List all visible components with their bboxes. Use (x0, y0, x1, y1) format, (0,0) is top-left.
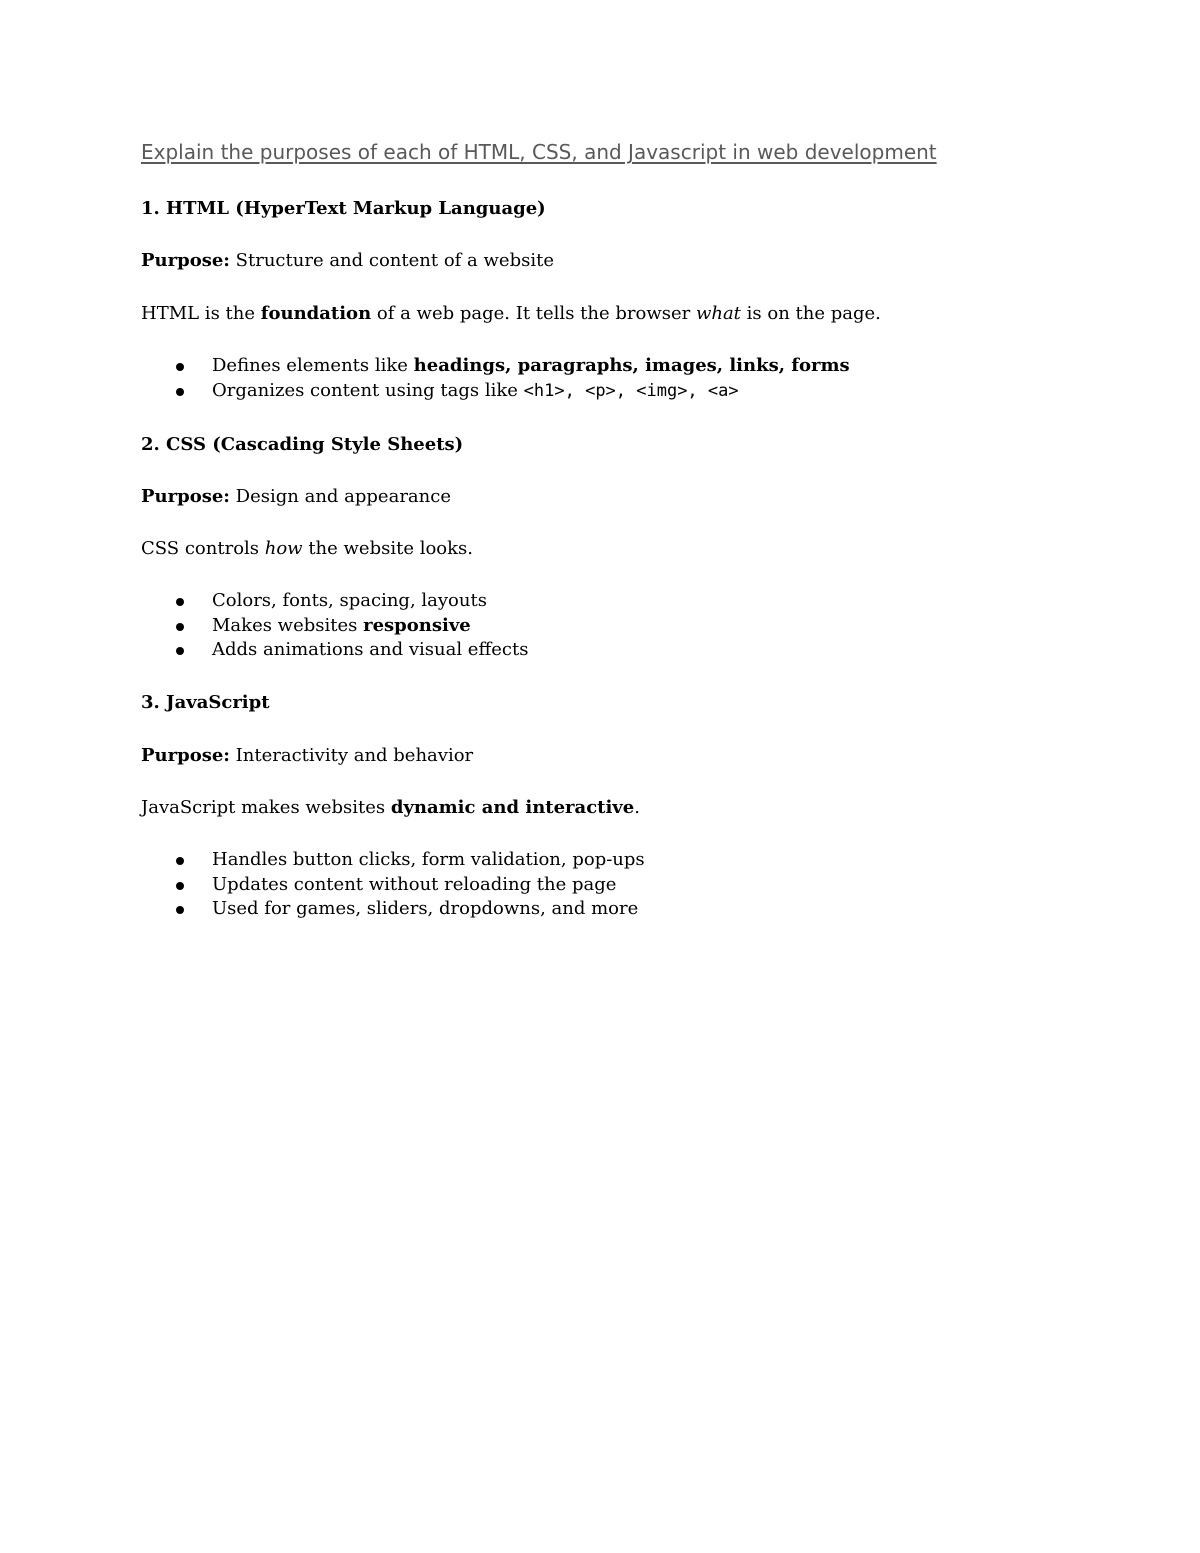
list-item-text: Organizes content using tags like (212, 379, 524, 401)
desc-bold: dynamic and interactive (390, 797, 635, 818)
purpose-text: Interactivity and behavior (235, 745, 474, 766)
purpose-label: Purpose: (141, 250, 230, 271)
purpose-line-html (141, 249, 554, 273)
bullet-icon (176, 906, 184, 914)
list-item-bold: responsive (363, 614, 471, 636)
purpose-label: Purpose: (141, 486, 230, 507)
desc-italic: what (695, 303, 741, 324)
desc-text: the website looks. (302, 538, 473, 559)
desc-text: CSS controls (141, 538, 265, 559)
desc-text: HTML is the (141, 303, 261, 324)
bullet-icon (176, 857, 184, 865)
bullet-list-javascript (141, 848, 645, 922)
description-javascript (141, 796, 640, 820)
bullet-list-css (141, 589, 528, 663)
bullet-icon (176, 363, 184, 371)
purpose-label: Purpose: (141, 745, 230, 766)
desc-italic: how (264, 538, 303, 559)
bullet-icon (176, 598, 184, 606)
list-item (141, 873, 645, 898)
list-item-text: Updates content without reloading the page (212, 873, 617, 895)
desc-bold: foundation (260, 303, 372, 324)
purpose-line-javascript (141, 744, 473, 768)
section-heading-html: 1. HTML (HyperText Markup Language) (141, 198, 546, 219)
section-heading-css: 2. CSS (Cascading Style Sheets) (141, 434, 464, 455)
list-item-text: Adds animations and visual effects (212, 639, 529, 660)
desc-text: . (634, 797, 640, 818)
list-item-text: Used for games, sliders, dropdowns, and more (212, 898, 639, 919)
description-html (141, 302, 881, 326)
list-item (141, 589, 528, 614)
list-item-text: Handles button clicks, form validation, pop-ups (212, 849, 645, 870)
list-item (141, 354, 850, 379)
desc-text: of a web page. It tells the browser (371, 303, 696, 324)
list-item-text: Defines elements like (212, 355, 414, 376)
list-item (141, 379, 850, 404)
description-css (141, 537, 473, 561)
bullet-icon (176, 882, 184, 890)
document-title: Explain the purposes of each of HTML, CSS, and Javascript in web development (141, 140, 937, 164)
list-item-text: Makes websites (212, 614, 364, 636)
purpose-text: Design and appearance (235, 486, 451, 507)
bullet-icon (176, 647, 184, 655)
bullet-icon (176, 623, 184, 631)
list-item (141, 848, 645, 873)
desc-text: is on the page. (740, 303, 881, 324)
section-heading-javascript: 3. JavaScript (141, 692, 270, 713)
purpose-line-css (141, 485, 451, 509)
list-item-text: Colors, fonts, spacing, layouts (212, 590, 487, 611)
list-item (141, 614, 528, 639)
bullet-icon (176, 388, 184, 396)
list-item (141, 638, 528, 663)
bullet-list-html (141, 354, 850, 403)
desc-text: JavaScript makes websites (141, 797, 391, 818)
purpose-text: Structure and content of a website (235, 250, 554, 271)
list-item (141, 897, 645, 922)
list-item-bold: headings, paragraphs, images, links, forms (413, 355, 850, 376)
list-item-code: <h1>, <p>, <img>, <a> (523, 380, 739, 401)
